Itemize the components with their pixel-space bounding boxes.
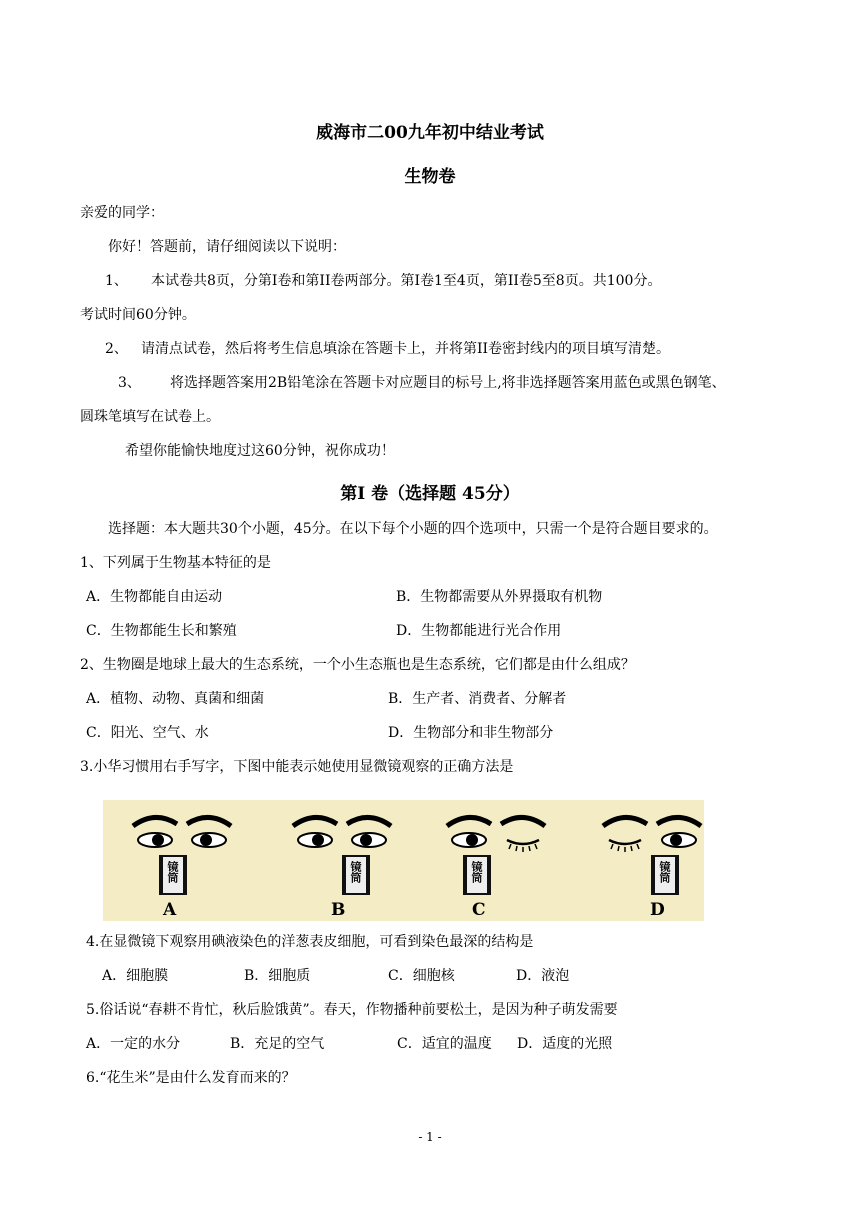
instruction-1-text: 本试卷共8页，分第I卷和第II卷两部分。第I卷1至4页，第II卷5至8页。共100分。 xyxy=(151,273,662,289)
tube-label-d: 镜筒 xyxy=(658,861,671,883)
question-1-option-b: B．生物都需要从外界摄取有机物 xyxy=(396,589,603,605)
question-2-option-d: D．生物部分和非生物部分 xyxy=(388,725,554,741)
question-1-option-c: C．生物都能生长和繁殖 xyxy=(86,623,237,639)
figure-label-a: A xyxy=(163,900,177,920)
instruction-3-text-cont: 圆珠笔填写在试卷上。 xyxy=(80,409,220,425)
section-title: 第I 卷（选择题 45分） xyxy=(340,484,520,504)
microscope-eyes-figure xyxy=(103,800,704,921)
instruction-1-number: 1、 xyxy=(105,273,128,289)
question-4-stem: 4.在显微镜下观察用碘液染色的洋葱表皮细胞，可看到染色最深的结构是 xyxy=(86,934,534,950)
question-5-stem: 5.俗话说“春耕不肯忙，秋后脸饿黄”。春天，作物播种前要松土，是因为种子萌发需要 xyxy=(86,1002,618,1018)
microscope-eyes-svg xyxy=(103,800,704,921)
figure-label-d: D xyxy=(650,900,665,920)
question-2-stem: 2、生物圈是地球上最大的生态系统，一个小生态瓶也是生态系统，它们都是由什么组成？ xyxy=(80,657,635,673)
question-5-option-c: C．适宜的温度 xyxy=(397,1036,492,1052)
instruction-2-number: 2、 xyxy=(105,341,128,357)
question-4-option-d: D．液泡 xyxy=(516,968,570,984)
figure-panel-b xyxy=(293,817,391,895)
tube-label-b: 镜筒 xyxy=(349,861,362,883)
question-4-option-b: B．细胞质 xyxy=(244,968,311,984)
exam-title: 威海市二00九年初中结业考试 xyxy=(316,123,544,143)
section-instructions: 选择题：本大题共30个小题，45分。在以下每个小题的四个选项中，只需一个是符合题目要求的。 xyxy=(108,521,718,537)
figure-panel-a xyxy=(133,817,231,895)
question-5-option-a: A．一定的水分 xyxy=(86,1036,181,1052)
question-6-stem: 6.“花生米”是由什么发育而来的？ xyxy=(86,1070,296,1086)
question-2-option-c: C．阳光、空气、水 xyxy=(86,725,209,741)
figure-panel-c xyxy=(447,817,545,895)
question-2-option-a: A．植物、动物、真菌和细菌 xyxy=(86,691,265,707)
wish-text: 希望你能愉快地度过这60分钟，祝你成功！ xyxy=(125,443,395,459)
question-5-option-d: D．适度的光照 xyxy=(517,1036,613,1052)
figure-label-b: B xyxy=(331,900,346,920)
greeting: 亲爱的同学： xyxy=(80,205,164,221)
question-1-stem: 1、下列属于生物基本特征的是 xyxy=(80,555,271,571)
page-number: - 1 - xyxy=(418,1130,442,1144)
instruction-3-number: 3、 xyxy=(118,375,141,391)
tube-label-c: 镜筒 xyxy=(470,861,483,883)
question-5-option-b: B．充足的空气 xyxy=(230,1036,325,1052)
figure-label-c: C xyxy=(472,900,486,920)
question-1-option-d: D．生物都能进行光合作用 xyxy=(396,623,562,639)
question-4-option-c: C．细胞核 xyxy=(388,968,455,984)
instruction-1-text-cont: 考试时间60分钟。 xyxy=(80,307,196,323)
figure-panel-d xyxy=(603,817,701,895)
tube-label-a: 镜筒 xyxy=(166,861,179,883)
instruction-2-text: 请清点试卷，然后将考生信息填涂在答题卡上，并将第II卷密封线内的项目填写清楚。 xyxy=(141,341,671,357)
question-4-option-a: A．细胞膜 xyxy=(102,968,169,984)
exam-subtitle: 生物卷 xyxy=(404,167,456,187)
question-1-option-a: A．生物都能自由运动 xyxy=(86,589,223,605)
intro-lead: 你好！答题前，请仔细阅读以下说明： xyxy=(108,239,346,255)
question-3-stem: 3.小华习惯用右手写字，下图中能表示她使用显微镜观察的正确方法是 xyxy=(80,759,514,775)
instruction-3-text: 将选择题答案用2B铅笔涂在答题卡对应题目的标号上,将非选择题答案用蓝色或黑色钢笔、 xyxy=(170,375,726,391)
question-2-option-b: B．生产者、消费者、分解者 xyxy=(388,691,567,707)
